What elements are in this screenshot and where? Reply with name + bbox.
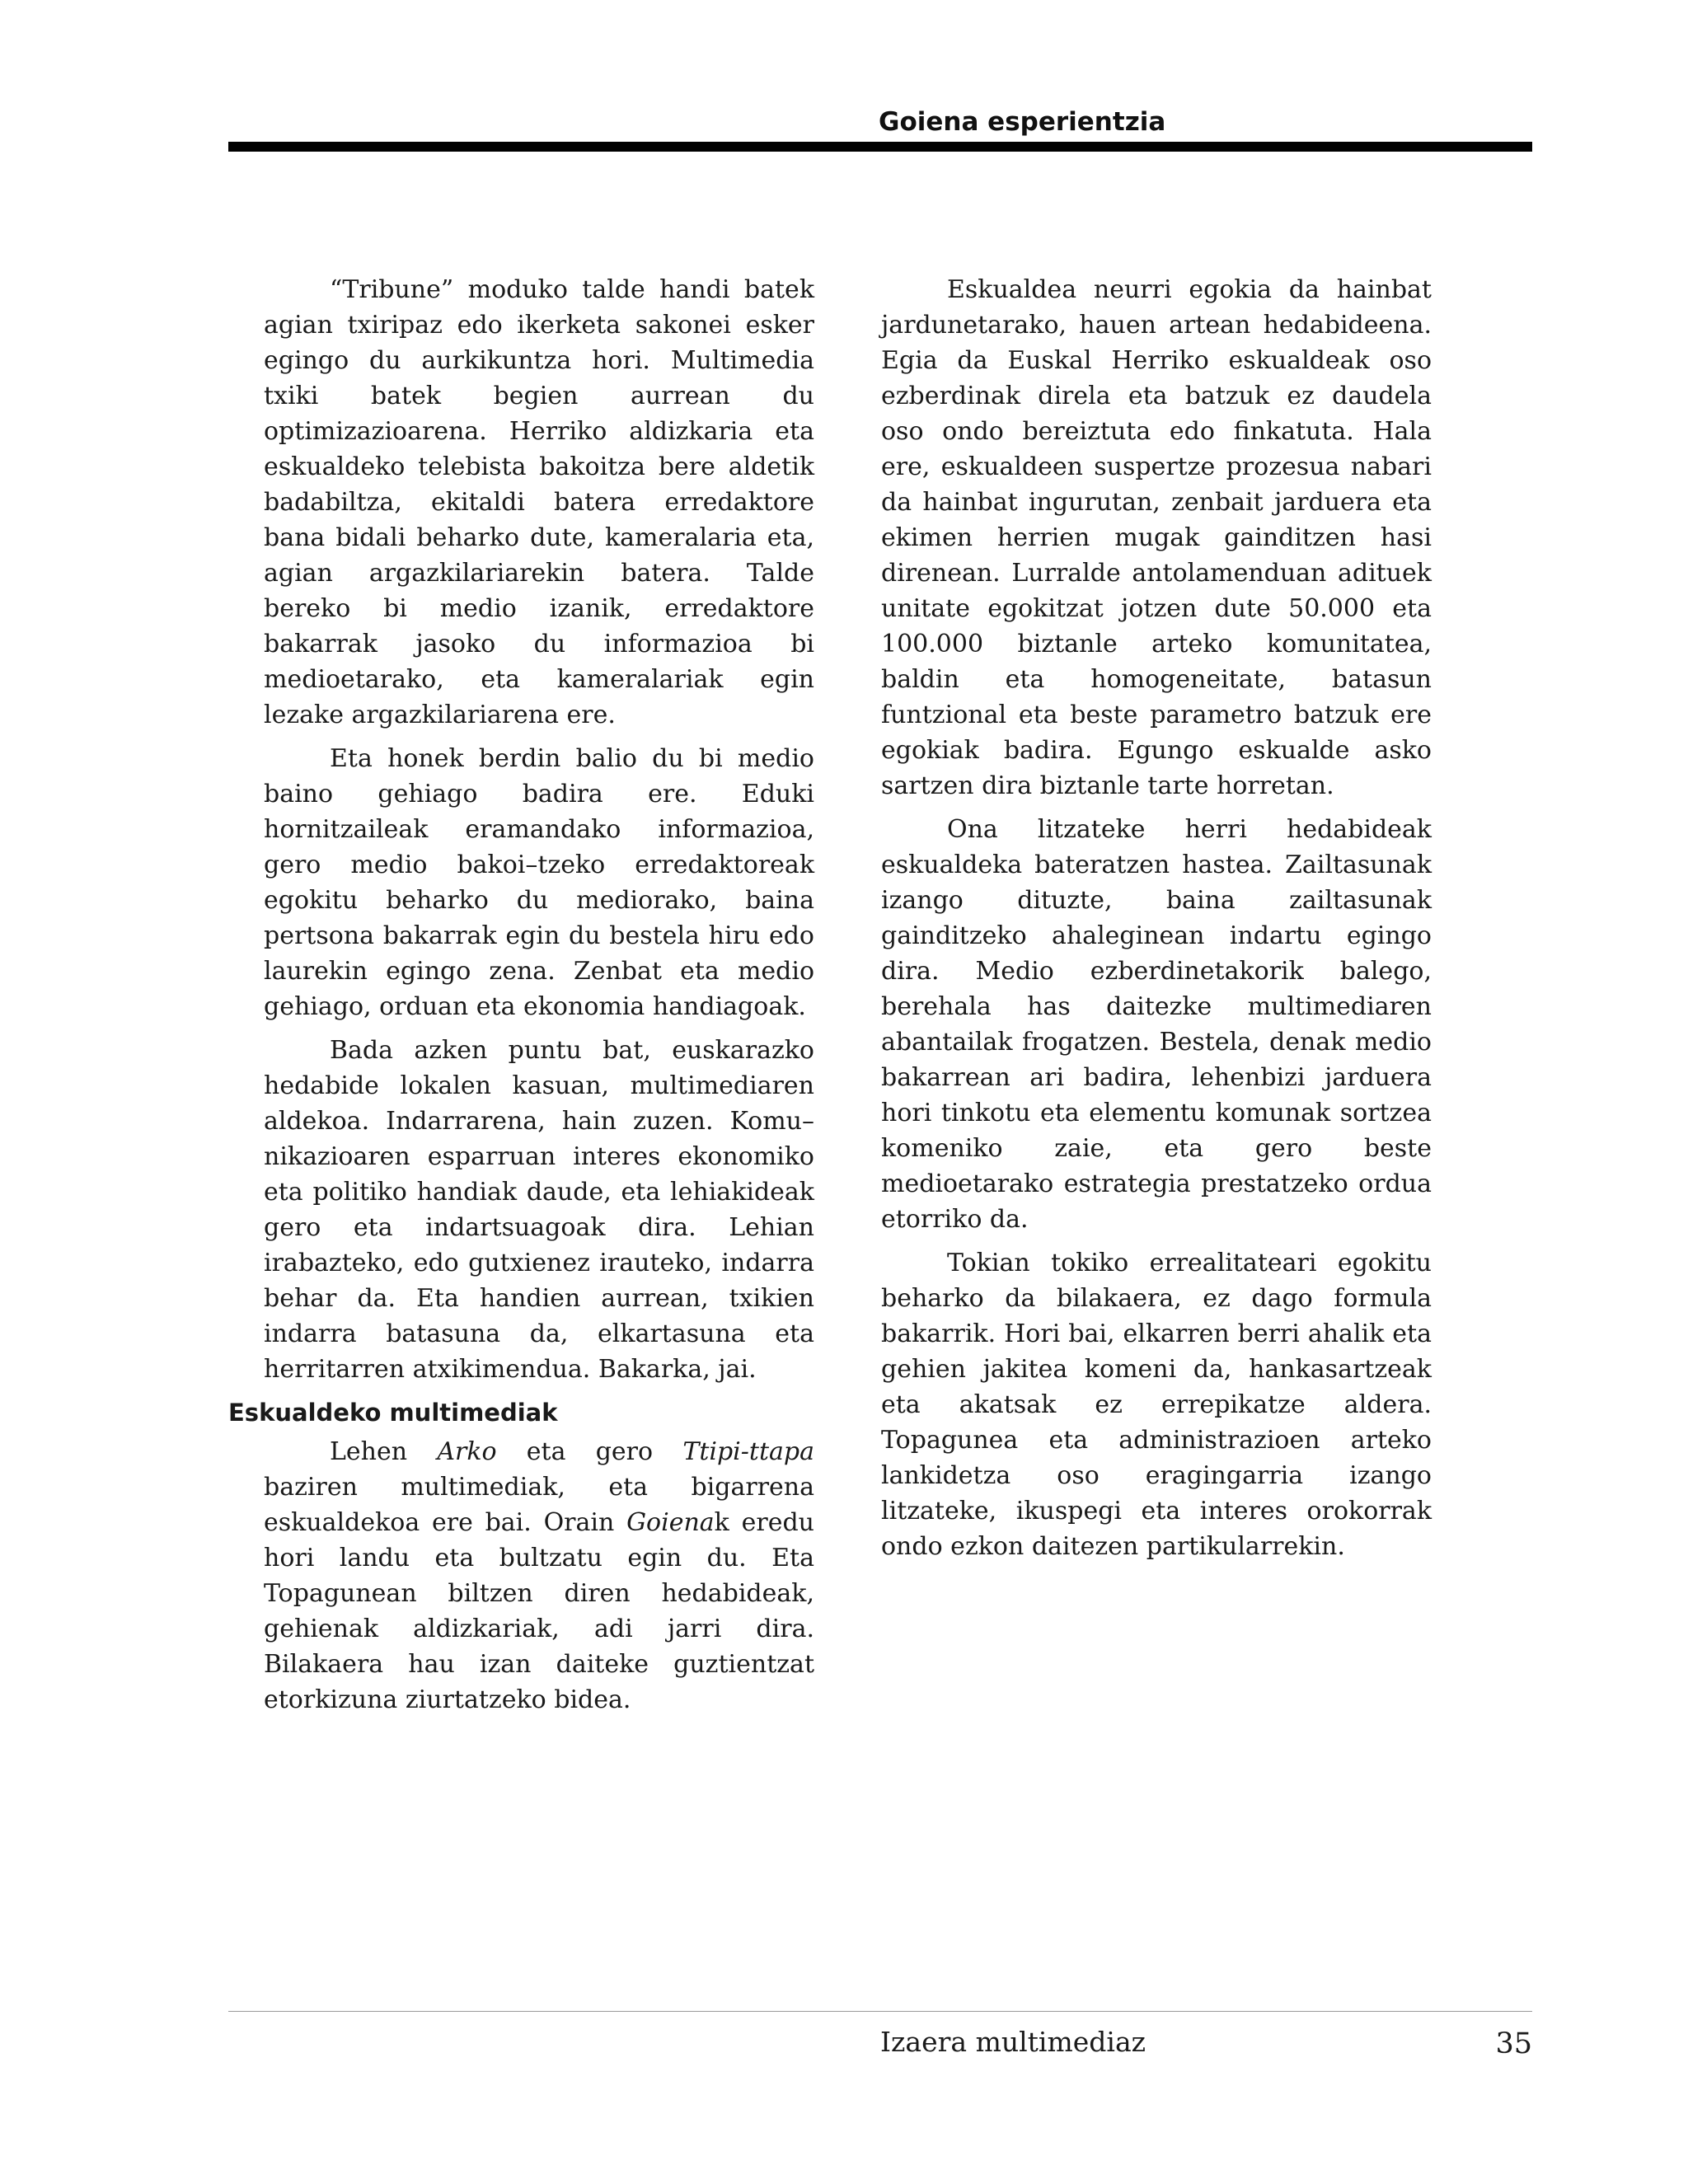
italic-title-ttipi-ttapa: Ttipi-ttapa (682, 1437, 814, 1466)
italic-title-goiena: Goiena (626, 1508, 715, 1537)
left-paragraph-4 (264, 1434, 814, 1718)
right-paragraph-2: Ona litzateke herri hedabideak eskualdeka bateratzen hastea. Zailtasunak izango dituzte, baina zailtasunak gainditzeko ahaleginean indartu egingo dira. Medio ezberdinetakorik balego, berehala has daitezke multimediaren abantailak frogatzen. Bestela, denak medio bakarrean ari badira, lehenbizi jarduera hori tinkotu eta elementu komunak sortzea komeniko zaie, eta gero beste medioetarako estrategia prestatzeko ordua etorriko da. (881, 815, 1432, 1234)
left-paragraph-3: Bada azken puntu bat, euskarazko hedabide lokalen kasuan, multimediaren aldekoa. Indarrarena, hain zuzen. Komu–nikazioaren esparruan interes ekonomiko eta politiko handiak daude, eta lehiakideak gero eta indartsuagoak dira. Lehian irabazteko, edo gutxienez irauteko, indarra behar da. Eta handien aurrean, txikien indarra batasuna da, elkartasuna eta herritarren atxikimendua. Bakarka, jai. (264, 1036, 814, 1384)
left-paragraph-1: “Tribune” moduko talde handi batek agian txiripaz edo ikerketa sakonei esker egingo du aurkikuntza hori. Multimedia txiki batek begien aurrean du optimizazioarena. Herriko aldizkaria eta eskualdeko telebista bakoitza bere aldetik badabiltza, ekitaldi batera erredaktore bana bidali beharko dute, kameralaria eta, agian argazkilariarekin batera. Talde bereko bi medio izanik, erredaktore bakarrak jasoko du informazioa bi medioetarako, eta kameralariak egin lezake argazkilariarena ere. (264, 275, 814, 729)
text-run: Lehen (330, 1437, 438, 1466)
footer-rule (228, 2011, 1532, 2012)
right-paragraph-3: Tokian tokiko errealitateari egokitu beharko da bilakaera, ez dago formula bakarrik. Hori bai, elkarren berri ahalik eta gehien jakitea komeni da, hankasartzeak eta akatsak ez errepikatze aldera. Topagunea eta administrazioen arteko lankidetza oso eragingarria izango litzateke, ikuspegi eta interes orokorrak ondo ezkon daitezen partikularrekin. (881, 1249, 1432, 1561)
left-column (228, 272, 814, 1726)
section-heading: Eskualdeko multimediak (228, 1399, 558, 1427)
footer-section-title: Izaera multimediaz (880, 2026, 1146, 2058)
text-run: baziren multimediak, eta bigarrena eskualdekoa ere bai. Orain (264, 1473, 814, 1537)
right-paragraph-1: Eskualdea neurri egokia da hainbat jardunetarako, hauen artean hedabideena. Egia da Euskal Herriko eskualdeak oso ezberdinak direla eta batzuk ez daudela oso ondo bereiztuta edo finkatuta. Hala ere, eskualdeen suspertze prozesua nabari da hainbat ingurutan, zenbait jarduera eta ekimen herrien mugak gainditzen hasi direnean. Lurralde antolamenduan adituek unitate egokitzat jotzen dute 50.000 eta 100.000 biztanle arteko komunitatea, baldin eta homogeneitate, batasun funtzional eta beste parametro batzuk ere egokiak badira. Egungo eskualde asko sartzen dira biztanle tarte horretan. (881, 275, 1432, 800)
text-run: k eredu hori landu eta bultzatu egin du. Eta Topagunean biltzen diren hedabideak, gehienak aldizkariak, adi jarri dira. Bilakaera hau izan daiteke guztientzat etorkizuna ziurtatzeko bidea. (264, 1508, 814, 1714)
left-paragraph-2: Eta honek berdin balio du bi medio baino gehiago badira ere. Eduki hornitzaileak eramandako informazioa, gero medio bakoi–tzeko erredaktoreak egokitu beharko du mediorako, baina pertsona bakarrak egin du bestela hiru edo laurekin egingo zena. Zenbat eta medio gehiago, orduan eta ekonomia handiagoak. (264, 744, 814, 1021)
header-rule (228, 142, 1532, 152)
italic-title-arko: Arko (437, 1437, 497, 1466)
running-header-title: Goiena esperientzia (879, 107, 1166, 137)
right-column (881, 272, 1432, 1572)
page-number: 35 (1495, 2027, 1532, 2060)
text-run: eta gero (496, 1437, 683, 1466)
